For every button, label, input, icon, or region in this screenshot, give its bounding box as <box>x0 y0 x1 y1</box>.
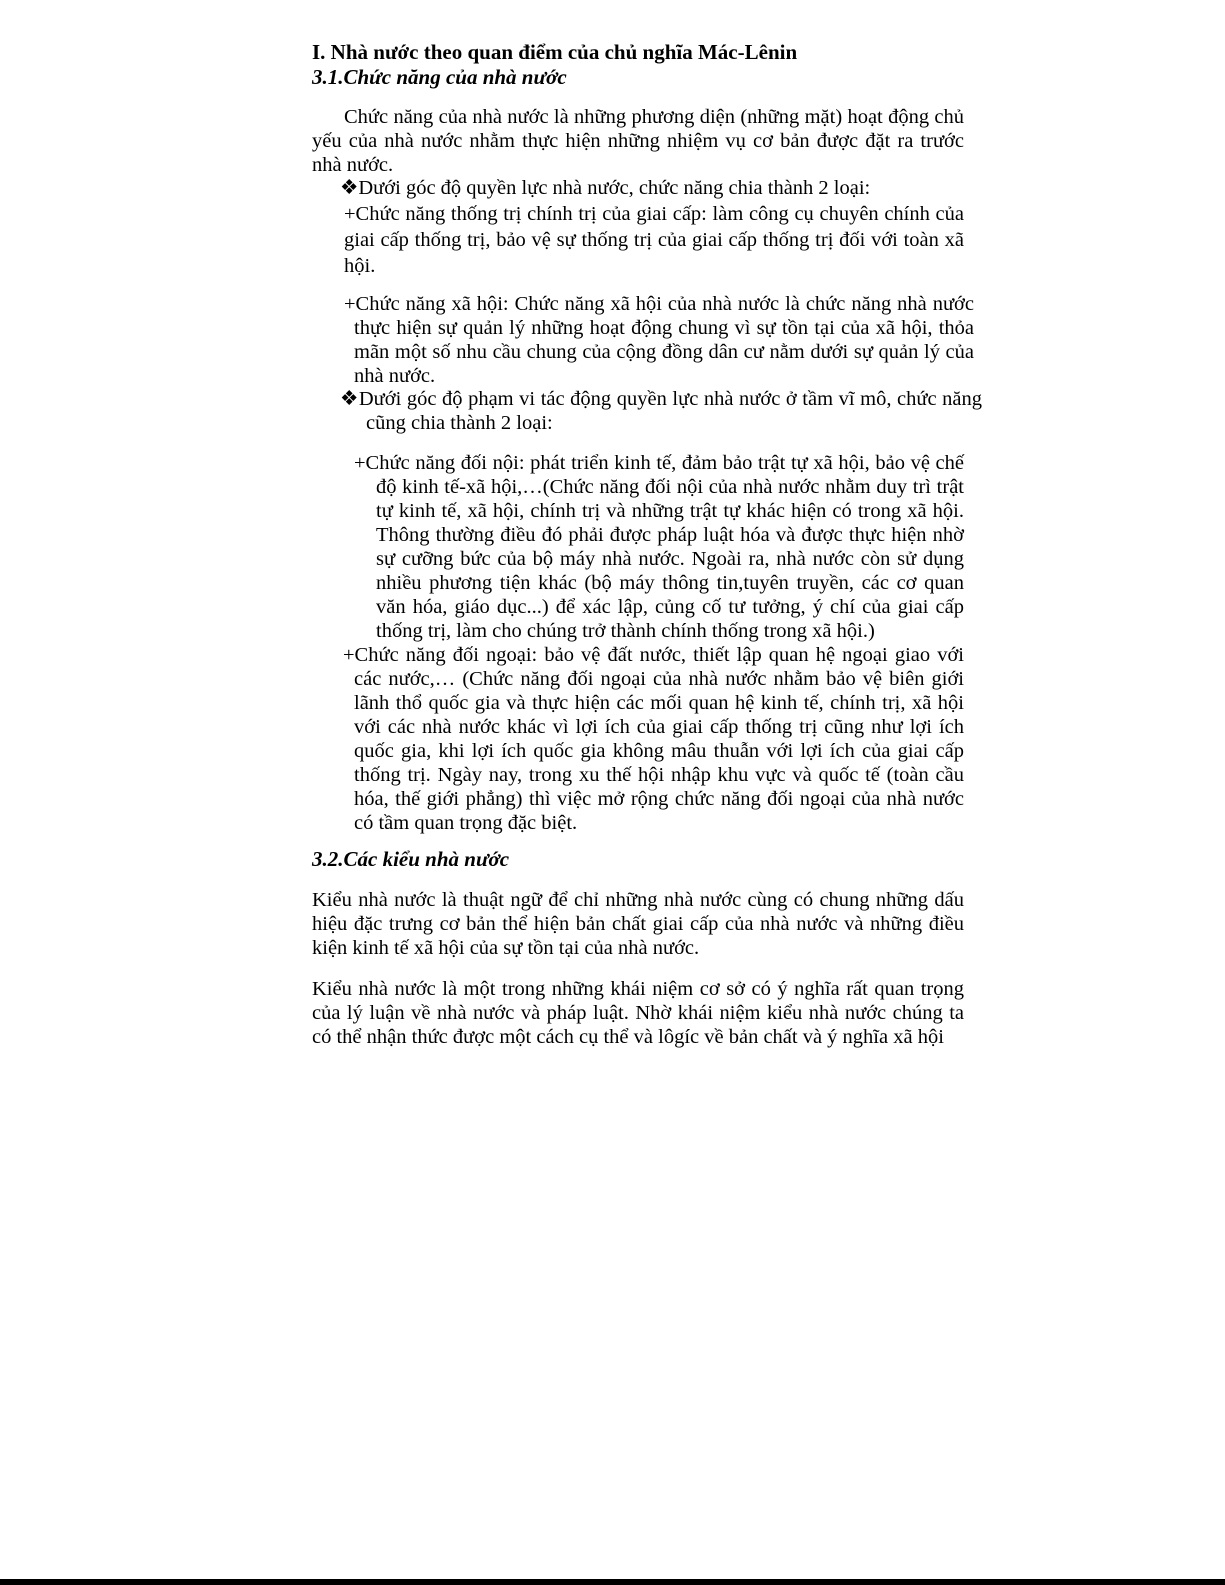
bullet-scope-perspective: ❖Dưới góc độ phạm vi tác động quyền lực nhà nước ở tầm vĩ mô, chức năng cũng chia thành 2 loại: <box>340 388 982 434</box>
section-title: I. Nhà nước theo quan điểm của chủ nghĩa Mác-Lênin <box>312 40 798 64</box>
subsection-title-functions: 3.1.Chức năng của nhà nước <box>312 65 567 89</box>
item-social-function: +Chức năng xã hội: Chức năng xã hội của nhà nước là chức năng nhà nước thực hiện sự quản lý những hoạt động chung vì sự tồn tại của xã hội, thỏa mãn một số nhu cầu chung của cộng đồng dân cư nằm dưới sự quản lý của nhà nước. <box>344 293 974 387</box>
page-bottom-rule <box>0 1579 1225 1585</box>
item-internal-function: +Chức năng đối nội: phát triển kinh tế, đảm bảo trật tự xã hội, bảo vệ chế độ kinh tế-xã hội,…(Chức năng đối nội của nhà nước nhằm duy trì trật tự kinh tế, xã hội, chính trị và những trật tự khác hiện có trong xã hội. Thông thường điều đó phải được pháp luật hóa và được thực hiện nhờ sự cưỡng bức của bộ máy nhà nước. Ngoài ra, nhà nước còn sử dụng nhiều phương tiện khác (bộ máy thông tin,tuyên truyền, các cơ quan văn hóa, giáo dục...) để xác lập, củng cố tư tưởng, ý chí của giai cấp thống trị, làm cho chúng trở thành chính thống trong xã hội.) <box>354 452 964 642</box>
bullet-power-perspective: ❖Dưới góc độ quyền lực nhà nước, chức năng chia thành 2 loại: <box>340 177 871 199</box>
item-external-function: +Chức năng đối ngoại: bảo vệ đất nước, thiết lập quan hệ ngoại giao với các nước,… (Chức năng đối ngoại của nhà nước nhằm bảo vệ biên giới lãnh thổ quốc gia và thực hiện các mối quan hệ kinh tế, chính trị, xã hội với các nhà nước khác vì lợi ích của giai cấp thống trị cũng như lợi ích quốc gia, khi lợi ích quốc gia không mâu thuẫn với lợi ích của giai cấp thống trị. Ngày nay, trong xu thế hội nhập khu vực và quốc tế (toàn cầu hóa, thế giới phẳng) thì việc mở rộng chức năng đối ngoại của nhà nước có tầm quan trọng đặc biệt. <box>343 644 964 834</box>
item-political-domination: +Chức năng thống trị chính trị của giai cấp: làm công cụ chuyên chính của giai cấp thống trị, bảo vệ sự thống trị của giai cấp thống trị đối với toàn xã hội. <box>344 203 964 277</box>
state-type-importance-paragraph: Kiểu nhà nước là một trong những khái niệm cơ sở có ý nghĩa rất quan trọng của lý luận về nhà nước và pháp luật. Nhờ khái niệm kiểu nhà nước chúng ta có thể nhận thức được một cách cụ thể và lôgíc về bản chất và ý nghĩa xã hội <box>312 978 964 1048</box>
intro-paragraph: Chức năng của nhà nước là những phương diện (những mặt) hoạt động chủ yếu của nhà nước nhằm thực hiện những nhiệm vụ cơ bản được đặt ra trước nhà nước. <box>312 106 964 176</box>
state-type-definition-paragraph: Kiểu nhà nước là thuật ngữ để chỉ những nhà nước cùng có chung những dấu hiệu đặc trưng cơ bản thể hiện bản chất giai cấp của nhà nước và những điều kiện kinh tế xã hội của sự tồn tại của nhà nước. <box>312 889 964 959</box>
subsection-title-state-types: 3.2.Các kiểu nhà nước <box>312 847 510 871</box>
